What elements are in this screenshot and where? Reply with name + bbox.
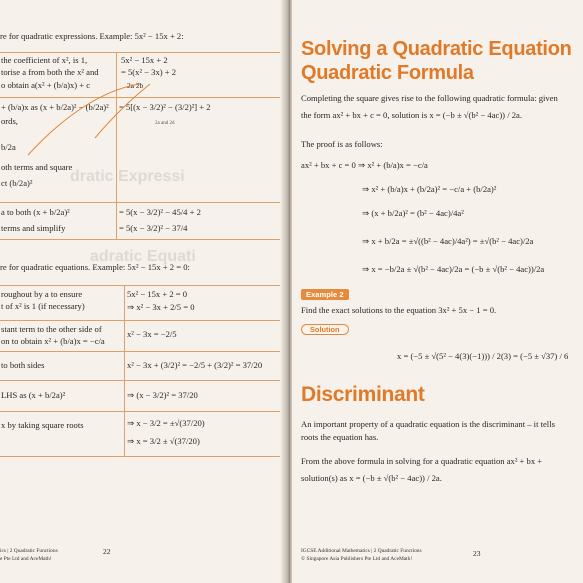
proof-line: ⇒ x = −b/2a ± √(b² − 4ac)/2a = (−b ± √(b² − 4ac))/2a xyxy=(362,264,545,274)
table-cell-math: 5x² − 15x + 2 = 0 xyxy=(127,289,188,299)
intro-equations: re for quadratic equations. Example: 5x² − 15x + 2 = 0: xyxy=(0,262,190,272)
proof-intro: The proof is as follows: xyxy=(301,139,383,149)
table-cell-text: + (b/a)x as (x + b/2a)² − (b/2a)² xyxy=(1,102,109,112)
table-cell-math: x² − 3x + (3/2)² = −2/5 + (3/2)² = 37/20 xyxy=(127,360,263,370)
proof-line: ax² + bx + c = 0 ⇒ x² + (b/a)x = −c/a xyxy=(301,160,428,170)
table-cell-text: to both sides xyxy=(1,360,45,370)
table-row xyxy=(0,381,282,412)
page-title-line-1: Solving a Quadratic Equation xyxy=(301,38,572,60)
table-cell-math: ⇒ x = 3/2 ± √(37/20) xyxy=(127,436,200,446)
discriminant-text: solution(s) as x = (−b ± √(b² − 4ac)) / 2a. xyxy=(301,473,442,483)
table-cell-text: stant term to the other side of xyxy=(1,324,102,334)
table-row xyxy=(0,321,282,352)
page-title-line-2: Quadratic Formula xyxy=(301,62,474,84)
right-page xyxy=(292,0,583,583)
table-cell-text: oth terms and square xyxy=(1,162,73,172)
proof-line: ⇒ x + b/2a = ±√((b² − 4ac)/4a²) = ±√(b² − 4ac)/2a xyxy=(362,236,534,246)
table-equations xyxy=(0,285,282,457)
table-cell-text: LHS as (x + b/2a)² xyxy=(1,390,66,400)
example-badge: Example 2 xyxy=(301,289,349,300)
intro-line-1: Completing the square gives rise to the following quadratic formula: given xyxy=(301,93,558,103)
table-cell-math: ⇒ x² − 3x + 2/5 = 0 xyxy=(127,302,195,312)
table-cell-text: the coefficient of x², is 1, xyxy=(1,55,88,65)
table-cell-text: b/2a xyxy=(1,142,16,152)
table-cell-text: t of x² is 1 (if necessary) xyxy=(1,301,85,311)
table-row xyxy=(0,352,282,381)
footer-line-2: © Singapore Asia Publishers Pte Ltd and AceMath! xyxy=(301,556,413,562)
table-cell-note: 2a 2b xyxy=(127,81,144,90)
table-cell-text: ct (b/2a)² xyxy=(1,178,33,188)
footer-line-1: ics | 2 Quadratic Functions xyxy=(0,548,58,554)
footer-line-2: e Pte Ltd and AceMath! xyxy=(0,556,52,562)
footer-line-1: IGCSE Additional Mathematics | 2 Quadratic Functions xyxy=(301,548,422,554)
solution-formula: x = (−5 ± √(5² − 4(3)(−1))) / 2(3) = (−5 ± √37) / 6 xyxy=(397,351,569,361)
table-cell-text: o obtain a(x² + (b/a)x) + c xyxy=(1,80,91,90)
discriminant-text: From the above formula in solving for a quadratic equation ax² + bx + xyxy=(301,456,543,466)
table-cell-text: x by taking square roots xyxy=(1,420,84,430)
solution-label: Solution xyxy=(301,324,349,335)
table-cell-math: = 5(x − 3/2)² − 37/4 xyxy=(119,223,188,233)
intro-line-2: the form ax² + bx + c = 0, solution is x = (−b ± √(b² − 4ac)) / 2a. xyxy=(301,110,522,120)
table-cell-text: roughout by a to ensure xyxy=(1,289,83,299)
table-cell-note: 2a and 2d xyxy=(155,121,175,126)
intro-expressions: re for quadratic expressions. Example: 5x² − 15x + 2: xyxy=(0,31,184,41)
table-cell-math: 5x² − 15x + 2 xyxy=(121,55,168,65)
table-cell-math: = 5[(x − 3/2)² − (3/2)²] + 2 xyxy=(119,102,211,112)
table-cell-text: terms and simplify xyxy=(1,223,66,233)
table-row xyxy=(0,286,282,321)
table-cell-math: x² − 3x = −2/5 xyxy=(127,329,177,339)
table-cell-math: ⇒ x − 3/2 = ±√(37/20) xyxy=(127,418,205,428)
proof-line: ⇒ (x + b/2a)² = (b² − 4ac)/4a² xyxy=(362,208,464,218)
table-cell-math: = 5(x − 3/2)² − 45/4 + 2 xyxy=(119,207,201,217)
ghost-heading-expressions: dratic Expressi xyxy=(70,168,185,185)
table-cell-math: = 5(x² − 3x) + 2 xyxy=(121,67,177,77)
table-cell-math: ⇒ (x − 3/2)² = 37/20 xyxy=(127,390,198,400)
table-cell-text: a to both (x + b/2a)² xyxy=(1,207,70,217)
ghost-heading-equations: adratic Equati xyxy=(90,248,196,265)
proof-line: ⇒ x² + (b/a)x + (b/2a)² = −c/a + (b/2a)² xyxy=(362,184,497,194)
discriminant-text: An important property of a quadratic equation is the discriminant – it tells xyxy=(301,419,555,429)
discriminant-text: roots the equation has. xyxy=(301,432,379,442)
connector-arrows xyxy=(0,60,286,260)
left-page xyxy=(0,0,286,583)
page-number: 22 xyxy=(103,547,111,556)
page-number: 23 xyxy=(473,549,481,558)
discriminant-title: Discriminant xyxy=(301,383,425,406)
table-cell-text: ords, xyxy=(1,116,18,126)
table-cell-text: torise a from both the x² and xyxy=(1,67,99,77)
table-row xyxy=(0,412,282,457)
table-cell-text: on to obtain x² + (b/a)x = −c/a xyxy=(1,336,105,346)
example-text: Find the exact solutions to the equation 3x² + 5x − 1 = 0. xyxy=(301,305,497,315)
